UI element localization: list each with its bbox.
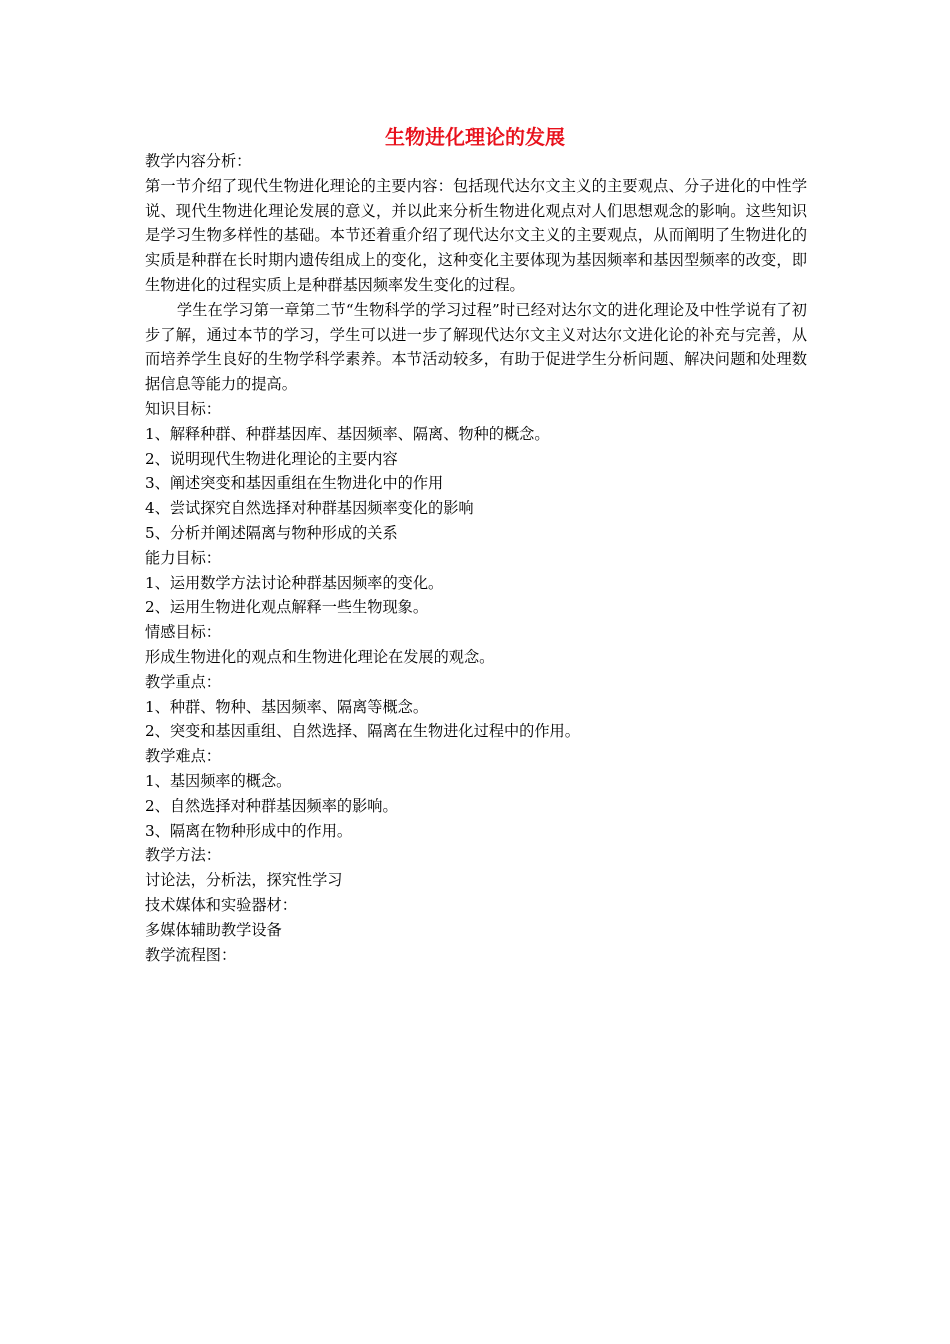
- paragraph-content-analysis-1: 第一节介绍了现代生物进化理论的主要内容：包括现代达尔文主义的主要观点、分子进化的中性学说、现代生物进化理论发展的意义，并以此来分析生物进化观点对人们思想观念的影响。这些知识是学习生物多样性的基础。本节还着重介绍了现代达尔文主义的主要观点，从而阐明了生物进化的实质是种群在长时期内遗传组成上的变化，这种变化主要体现为基因频率和基因型频率的改变，即生物进化的过程实质上是种群基因频率发生变化的过程。: [145, 176, 807, 294]
- list-item: 1、运用数学方法讨论种群基因频率的变化。: [145, 573, 444, 592]
- list-item: 2、自然选择对种群基因频率的影响。: [145, 796, 398, 815]
- list-item: 4、尝试探究自然选择对种群基因频率变化的影响: [145, 499, 474, 518]
- list-item: 1、种群、物种、基因频率、隔离等概念。: [145, 697, 429, 716]
- list-item: 1、基因频率的概念。: [145, 771, 292, 790]
- document-body: [145, 149, 807, 967]
- heading-flow: 教学流程图：: [145, 945, 237, 964]
- list-item: 5、分析并阐述隔离与物种形成的关系: [145, 523, 398, 542]
- list-item: 2、运用生物进化观点解释一些生物现象。: [145, 598, 429, 617]
- heading-knowledge-goals: 知识目标：: [145, 399, 221, 418]
- heading-media: 技术媒体和实验器材：: [145, 895, 297, 914]
- list-item: 3、阐述突变和基因重组在生物进化中的作用: [145, 474, 444, 493]
- heading-methods: 教学方法：: [145, 846, 221, 865]
- list-item: 多媒体辅助教学设备: [145, 920, 282, 939]
- list-item: 1、解释种群、种群基因库、基因频率、隔离、物种的概念。: [145, 424, 550, 443]
- heading-key-points: 教学重点：: [145, 672, 221, 691]
- heading-emotion-goals: 情感目标：: [145, 623, 221, 642]
- list-item: 2、说明现代生物进化理论的主要内容: [145, 449, 398, 468]
- heading-content-analysis: 教学内容分析：: [145, 152, 252, 170]
- document-title: 生物进化理论的发展: [385, 125, 565, 149]
- list-item: 讨论法，分析法，探究性学习: [145, 871, 343, 890]
- list-item: 2、突变和基因重组、自然选择、隔离在生物进化过程中的作用。: [145, 722, 580, 741]
- heading-difficulties: 教学难点：: [145, 747, 221, 766]
- heading-ability-goals: 能力目标：: [145, 548, 221, 567]
- list-item: 形成生物进化的观点和生物进化理论在发展的观念。: [145, 647, 495, 666]
- list-item: 3、隔离在物种形成中的作用。: [145, 821, 353, 840]
- paragraph-content-analysis-2: 学生在学习第一章第二节“生物科学的学习过程”时已经对达尔文的进化理论及中性学说有了初步了解，通过本节的学习，学生可以进一步了解现代达尔文主义对达尔文进化论的补充与完善，从而培养学生良好的生物学科学素养。本节活动较多，有助于促进学生分析问题、解决问题和处理数据信息等能力的提高。: [145, 300, 807, 394]
